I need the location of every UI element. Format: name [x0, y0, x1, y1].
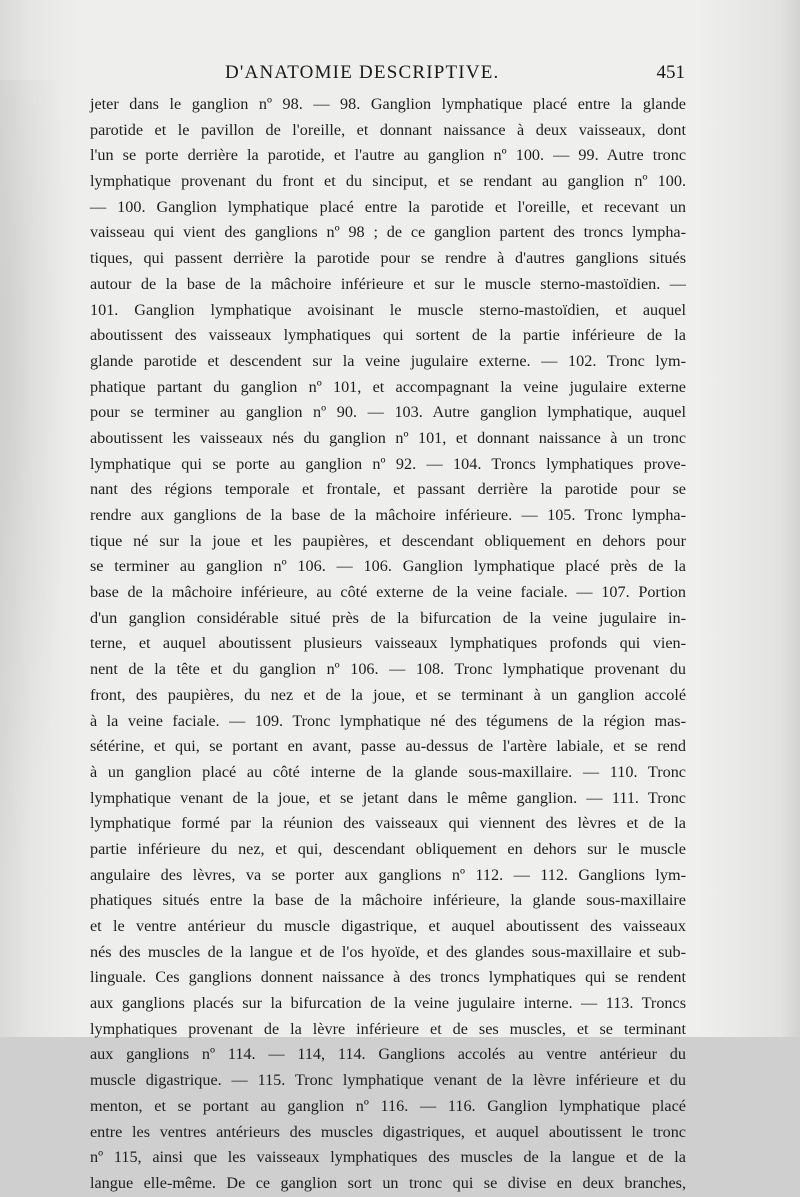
text-line: partie inférieure du nez, et qui, descendant obliquement en dehors sur le muscle	[90, 839, 686, 858]
text-line: parotide et le pavillon de l'oreille, et donnant naissance à deux vaisseaux, dont	[90, 120, 686, 139]
text-line: d'un ganglion considérable situé près de la bifurcation de la veine jugulaire in-	[90, 608, 686, 627]
text-line: lymphatique formé par la réunion des vaisseaux qui viennent des lèvres et de la	[90, 814, 686, 833]
text-line: rendre aux ganglions de la base de la mâchoire inférieure. — 105. Tronc lympha-	[90, 506, 686, 524]
text-line: nés des muscles de la langue et de l'os hyoïde, et des glandes sous-maxillaire et sub-	[90, 942, 686, 961]
text-line: muscle digastrique. — 115. Tronc lymphatique venant de la lèvre inférieure et du	[90, 1071, 686, 1090]
text-line: lymphatique provenant du front et du sinciput, et se rendant au ganglion nº 100.	[90, 172, 686, 191]
text-line: pour se terminer au ganglion nº 90. — 103. Autre ganglion lymphatique, auquel	[90, 403, 686, 422]
text-line: base de la mâchoire inférieure, au côté externe de la veine faciale. — 107. Portion	[90, 583, 686, 602]
text-line: terne, et auquel aboutissent plusieurs vaisseaux lymphatiques profonds qui vien-	[90, 634, 686, 653]
text-line: nant des régions temporale et frontale, et passant derrière la parotide pour se	[90, 480, 686, 499]
text-line: l'un se porte derrière la parotide, et l'autre au ganglion nº 100. — 99. Autre tronc	[90, 146, 686, 165]
text-line: nº 115, ainsi que les vaisseaux lymphatiques des muscles de la langue et de la	[90, 1148, 686, 1167]
show-through-shadow	[0, 80, 80, 980]
text-line: se terminer au ganglion nº 106. — 106. Ganglion lymphatique placé près de la	[90, 557, 686, 576]
text-line: langue elle-même. De ce ganglion sort un tronc qui se divise en deux branches,	[90, 1173, 686, 1192]
text-line: sétérine, et qui, se portant en avant, passe au-dessus de l'artère labiale, et se rend	[90, 737, 686, 756]
text-line: nent de la tête et du ganglion nº 106. — 108. Tronc lymphatique provenant du	[90, 660, 686, 679]
text-line: aux ganglions nº 114. — 114, 114. Ganglions accolés au ventre antérieur du	[90, 1045, 686, 1064]
text-line: menton, et se portant au ganglion nº 116. — 116. Ganglion lymphatique placé	[90, 1096, 686, 1115]
text-line: et le ventre antérieur du muscle digastrique, et auquel aboutissent des vaisseaux	[90, 917, 686, 935]
text-line: lymphatique venant de la joue, et se jetant dans le même ganglion. — 111. Tronc	[90, 788, 686, 807]
text-line: glande parotide et descendent sur la veine jugulaire externe. — 102. Tronc lym-	[90, 351, 686, 370]
text-line: lymphatique qui se porte au ganglion nº 92. — 104. Troncs lymphatiques prove-	[90, 454, 686, 473]
text-line: lymphatiques provenant de la lèvre inférieure et de ses muscles, et se terminant	[90, 1019, 686, 1038]
text-line: front, des paupières, du nez et de la joue, et se terminant à un ganglion accolé	[90, 685, 686, 704]
text-line: aboutissent les vaisseaux nés du ganglion nº 101, et donnant naissance à un tronc	[90, 428, 686, 447]
text-line: vaisseau qui vient des ganglions nº 98 ; de ce ganglion partent des troncs lympha-	[90, 223, 686, 242]
running-header	[195, 60, 685, 90]
text-line: jeter dans le ganglion nº 98. — 98. Ganglion lymphatique placé entre la glande	[90, 95, 686, 113]
text-line: entre les ventres antérieurs des muscles digastriques, et auquel aboutissent le tronc	[90, 1122, 686, 1141]
text-line: tiques, qui passent derrière la parotide pour se rendre à d'autres ganglions situés	[90, 249, 686, 268]
text-line: aux ganglions placés sur la bifurcation de la veine jugulaire interne. — 113. Troncs	[90, 994, 686, 1013]
running-title: D'ANATOMIE DESCRIPTIVE.	[225, 62, 500, 83]
text-line: à un ganglion placé au côté interne de la glande sous-maxillaire. — 110. Tronc	[90, 762, 686, 781]
text-line: linguale. Ces ganglions donnent naissance à des troncs lymphatiques qui se rendent	[90, 968, 686, 987]
body-paragraph	[90, 92, 686, 1197]
text-line: autour de la base de la mâchoire inférieure et sur le muscle sterno-mastoïdien. —	[90, 274, 686, 293]
text-line: tique né sur la joue et les paupières, et descendant obliquement en dehors pour	[90, 531, 686, 550]
text-line: aboutissent des vaisseaux lymphatiques qui sortent de la partie inférieure de la	[90, 326, 686, 345]
text-line: angulaire des lèvres, va se porter aux ganglions nº 112. — 112. Ganglions lym-	[90, 865, 686, 884]
page-number: 451	[656, 62, 685, 83]
text-line: à la veine faciale. — 109. Tronc lymphatique né des tégumens de la région mas-	[90, 711, 686, 730]
text-line: — 100. Ganglion lymphatique placé entre la parotide et l'oreille, et recevant un	[90, 197, 686, 216]
text-line: phatique partant du ganglion nº 101, et accompagnant la veine jugulaire externe	[90, 377, 686, 396]
text-line: 101. Ganglion lymphatique avoisinant le muscle sterno-mastoïdien, et auquel	[90, 300, 686, 319]
text-line: phatiques situés entre la base de la mâchoire inférieure, la glande sous-maxillaire	[90, 891, 686, 910]
